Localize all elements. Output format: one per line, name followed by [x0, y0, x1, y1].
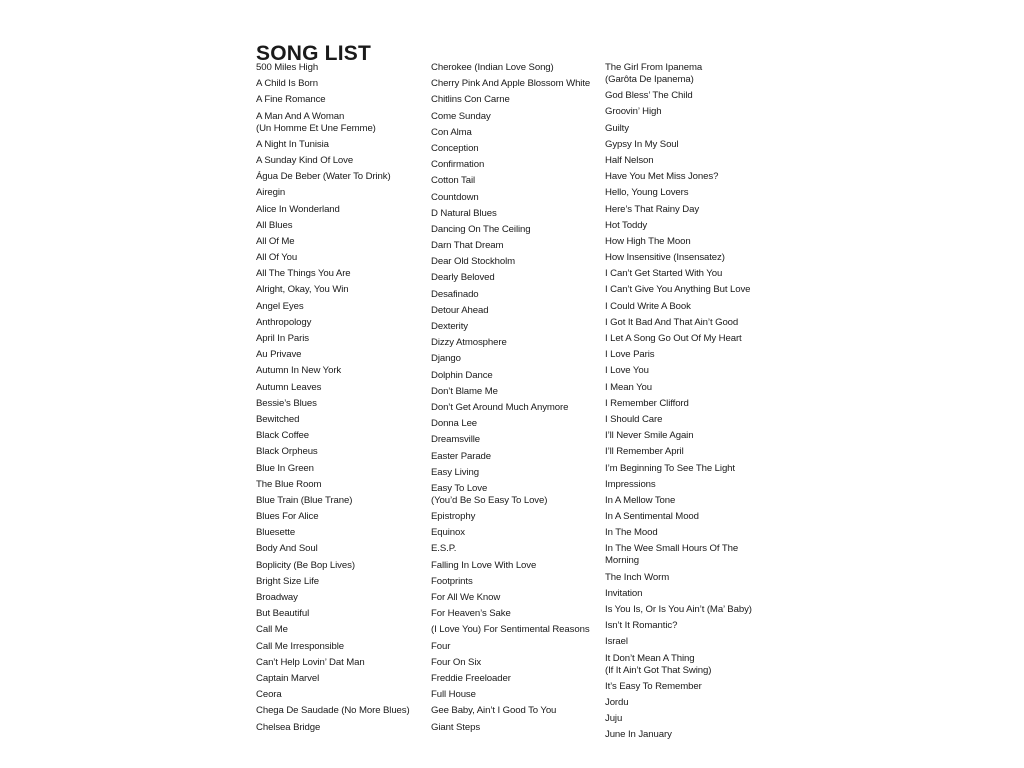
- song-list-item: [256, 543, 426, 559]
- song-list-item: [605, 446, 775, 462]
- song-title: Darn That Dream: [431, 240, 504, 252]
- song-title: In The Wee Small Hours Of The: [605, 543, 739, 555]
- song-list-item: [431, 560, 601, 576]
- song-title: Hello, Young Lovers: [605, 187, 689, 199]
- song-list-item: [431, 418, 601, 434]
- song-list-item: [256, 560, 426, 576]
- song-list-item: [605, 636, 775, 652]
- song-list-item: [431, 240, 601, 256]
- song-list-item: [431, 62, 601, 78]
- song-title: The Blue Room: [256, 478, 322, 490]
- song-list-item: [605, 620, 775, 636]
- song-title: Bewitched: [256, 413, 300, 425]
- song-list-item: [605, 430, 775, 446]
- song-title: June In January: [605, 729, 672, 741]
- song-list-item: [605, 123, 775, 139]
- song-list-item: [605, 729, 775, 745]
- song-title: In A Mellow Tone: [605, 494, 676, 506]
- song-title: Israel: [605, 636, 628, 648]
- song-title: Giant Steps: [431, 721, 481, 733]
- song-list-item: [605, 187, 775, 203]
- song-list-item: [256, 171, 426, 187]
- song-title: All Of You: [256, 252, 298, 264]
- song-title: Bright Size Life: [256, 575, 319, 587]
- song-title: Full House: [431, 689, 476, 701]
- song-title: I Could Write A Book: [605, 300, 691, 312]
- song-list-item: [256, 365, 426, 381]
- song-title: How High The Moon: [605, 235, 691, 247]
- song-title: Chitlins Con Carne: [431, 94, 510, 106]
- song-title: A Night In Tunisia: [256, 138, 329, 150]
- song-list-item: [431, 192, 601, 208]
- song-title: Blue Train (Blue Trane): [256, 494, 353, 506]
- song-title: Is You Is, Or Is You Ain’t (Ma’ Baby): [605, 604, 752, 615]
- song-list-item: [605, 479, 775, 495]
- song-list-item: [605, 204, 775, 220]
- song-title: Airegin: [256, 187, 286, 199]
- song-title: Água De Beber (Water To Drink): [256, 171, 391, 183]
- song-title: Dexterity: [431, 321, 468, 332]
- song-list-item: [431, 592, 601, 608]
- song-title: Ceora: [256, 689, 282, 701]
- song-title: Impressions: [605, 478, 656, 490]
- song-title: Epistrophy: [431, 511, 476, 523]
- song-title: Dearly Beloved: [431, 272, 495, 284]
- song-title: A Man And A Woman: [256, 110, 345, 122]
- song-title: Four: [431, 640, 451, 652]
- song-title: Desafinado: [431, 288, 479, 300]
- song-title: Equinox: [431, 527, 465, 539]
- song-list-item: [605, 382, 775, 398]
- song-title: Alice In Wonderland: [256, 203, 340, 215]
- song-list-item: [256, 511, 426, 527]
- song-list-item: [256, 657, 426, 673]
- song-title: A Child Is Born: [256, 78, 318, 90]
- song-list-item: [431, 175, 601, 191]
- song-title: Bluesette: [256, 527, 296, 539]
- song-title: I’m Beginning To See The Light: [605, 462, 735, 474]
- song-title: It Don’t Mean A Thing: [605, 652, 695, 664]
- song-list-item: [605, 220, 775, 236]
- song-list-item: [256, 204, 426, 220]
- song-list-item: [256, 463, 426, 479]
- song-list-item: [431, 641, 601, 657]
- song-title: It’s Easy To Remember: [605, 680, 702, 692]
- song-list-item: [431, 673, 601, 689]
- song-list-item: [431, 434, 601, 450]
- song-list-item: [256, 94, 426, 110]
- song-title: All Of Me: [256, 235, 295, 247]
- song-title: Guilty: [605, 122, 629, 134]
- song-title: Cherry Pink And Apple Blossom White: [431, 78, 591, 90]
- song-list-item: [256, 479, 426, 495]
- song-title: A Fine Romance: [256, 94, 326, 106]
- song-title: In A Sentimental Mood: [605, 511, 699, 523]
- song-list-item: [431, 386, 601, 402]
- song-title: Falling In Love With Love: [431, 559, 537, 571]
- song-list-item: [605, 333, 775, 349]
- song-list-item: [605, 588, 775, 604]
- song-list-item: [256, 495, 426, 511]
- song-list-item: [431, 511, 601, 527]
- song-list-item: [431, 576, 601, 592]
- song-title: Four On Six: [431, 656, 482, 668]
- song-title: Anthropology: [256, 316, 312, 328]
- song-title: Juju: [605, 713, 623, 725]
- song-title: Bessie’s Blues: [256, 397, 317, 409]
- song-title: Captain Marvel: [256, 672, 320, 684]
- song-title: Footprints: [431, 575, 473, 587]
- song-list-item: [431, 256, 601, 272]
- song-list-item: [605, 495, 775, 511]
- song-title: Black Coffee: [256, 430, 310, 442]
- song-list-item: [605, 604, 775, 620]
- song-title: Call Me Irresponsible: [256, 640, 345, 652]
- song-title: Gypsy In My Soul: [605, 138, 679, 150]
- song-title: I Love Paris: [605, 349, 655, 361]
- song-column-3: [605, 62, 775, 746]
- song-list-item: [431, 705, 601, 721]
- song-list-item: [605, 511, 775, 527]
- song-title: (I Love You) For Sentimental Reasons: [431, 624, 590, 636]
- song-title: I Got It Bad And That Ain’t Good: [605, 316, 739, 328]
- song-list-item: [431, 224, 601, 240]
- song-title-subtitle: (Un Homme Et Une Femme): [256, 122, 376, 134]
- song-title: Isn’t It Romantic?: [605, 620, 678, 632]
- song-title: Confirmation: [431, 159, 485, 171]
- song-list-item: [256, 398, 426, 414]
- song-list-item: [256, 111, 426, 139]
- song-title: A Sunday Kind Of Love: [256, 154, 354, 166]
- song-list-item: [431, 272, 601, 288]
- song-list-item: [256, 446, 426, 462]
- song-list-item: [256, 301, 426, 317]
- song-list-item: [431, 624, 601, 640]
- song-title: Countdown: [431, 191, 479, 203]
- song-title: For All We Know: [431, 592, 501, 603]
- song-title: Black Orpheus: [256, 446, 318, 458]
- song-title: E.S.P.: [431, 543, 457, 555]
- song-title: Dizzy Atmosphere: [431, 337, 507, 349]
- song-list-item: [431, 353, 601, 369]
- song-list-item: [256, 220, 426, 236]
- song-list-item: [256, 62, 426, 78]
- page-title: SONG LIST: [256, 42, 371, 66]
- song-list-item: [605, 527, 775, 543]
- song-list-item: [431, 689, 601, 705]
- song-title: Cherokee (Indian Love Song): [431, 62, 554, 73]
- song-title: Gee Baby, Ain’t I Good To You: [431, 705, 557, 717]
- song-title: Easter Parade: [431, 450, 492, 462]
- song-list-item: [431, 657, 601, 673]
- song-list-item: [605, 697, 775, 713]
- song-list-item: [605, 301, 775, 317]
- song-title: Body And Soul: [256, 543, 318, 555]
- song-list-item: [256, 673, 426, 689]
- song-title: Half Nelson: [605, 154, 654, 166]
- song-title: I’ll Never Smile Again: [605, 430, 694, 442]
- song-title: Dreamsville: [431, 434, 481, 446]
- song-title: God Bless’ The Child: [605, 90, 693, 102]
- song-title-subtitle: (If It Ain’t Got That Swing): [605, 664, 712, 676]
- song-list-item: [256, 284, 426, 300]
- song-list-item: [431, 370, 601, 386]
- song-title-subtitle: (Garôta De Ipanema): [605, 74, 694, 85]
- song-title: Chega De Saudade (No More Blues): [256, 705, 410, 717]
- song-column-2: [431, 62, 601, 738]
- song-list-item: [256, 139, 426, 155]
- song-list-item: [256, 78, 426, 94]
- song-list-item: [256, 252, 426, 268]
- song-list-item: [256, 608, 426, 624]
- song-title: Cotton Tail: [431, 175, 476, 187]
- song-list-item: [256, 592, 426, 608]
- song-title: Groovin’ High: [605, 106, 662, 118]
- song-list-item: [605, 236, 775, 252]
- song-title: Conception: [431, 142, 479, 154]
- song-title: Autumn In New York: [256, 365, 342, 377]
- song-title: Don’t Get Around Much Anymore: [431, 401, 569, 413]
- song-title: How Insensitive (Insensatez): [605, 252, 725, 264]
- song-title: Alright, Okay, You Win: [256, 284, 349, 296]
- song-title: I Let A Song Go Out Of My Heart: [605, 333, 742, 344]
- song-list-item: [431, 143, 601, 159]
- song-list-item: [605, 252, 775, 268]
- song-list-item: [431, 305, 601, 321]
- song-list-item: [431, 111, 601, 127]
- song-list-item: [431, 722, 601, 738]
- song-list-item: [431, 78, 601, 94]
- song-list-item: [256, 430, 426, 446]
- song-title: Easy Living: [431, 466, 479, 478]
- song-list-item: [256, 236, 426, 252]
- song-title: Angel Eyes: [256, 300, 304, 312]
- song-list-item: [605, 543, 775, 571]
- song-list-item: [605, 572, 775, 588]
- song-title: Easy To Love: [431, 482, 488, 494]
- song-list-item: [605, 681, 775, 697]
- song-list-item: [605, 365, 775, 381]
- song-list-item: [605, 398, 775, 414]
- song-list-item: [256, 576, 426, 592]
- song-list-item: [605, 155, 775, 171]
- song-title: April In Paris: [256, 333, 309, 344]
- song-title: I Can’t Get Started With You: [605, 268, 723, 280]
- song-list-item: [256, 705, 426, 721]
- song-list-item: [256, 689, 426, 705]
- song-list-item: [431, 543, 601, 559]
- song-title: Hot Toddy: [605, 219, 648, 231]
- song-title: Chelsea Bridge: [256, 721, 321, 733]
- song-title: The Inch Worm: [605, 571, 670, 583]
- song-list-item: [256, 382, 426, 398]
- song-list-item: [256, 414, 426, 430]
- song-list-item: [256, 155, 426, 171]
- song-title: Dear Old Stockholm: [431, 256, 516, 268]
- song-title: Django: [431, 353, 461, 365]
- song-title: In The Mood: [605, 527, 658, 539]
- song-list-item: [431, 483, 601, 511]
- song-title-subtitle: (You’d Be So Easy To Love): [431, 494, 548, 506]
- song-list-item: [605, 139, 775, 155]
- song-list-item: [431, 289, 601, 305]
- song-title: Au Privave: [256, 349, 302, 361]
- song-title: I’ll Remember April: [605, 446, 684, 458]
- song-list-item: [256, 624, 426, 640]
- song-title: Autumn Leaves: [256, 381, 322, 393]
- song-list-item: [431, 127, 601, 143]
- song-list-item: [431, 159, 601, 175]
- song-list-item: [605, 653, 775, 681]
- song-list-item: [431, 527, 601, 543]
- song-title: Call Me: [256, 624, 288, 636]
- song-title: All Blues: [256, 219, 293, 231]
- song-list-item: [431, 402, 601, 418]
- song-column-1: [256, 62, 426, 738]
- song-title: For Heaven’s Sake: [431, 608, 511, 620]
- song-list-item: [605, 90, 775, 106]
- song-list-item: [256, 333, 426, 349]
- song-list-item: [256, 527, 426, 543]
- song-list-item: [605, 62, 775, 90]
- song-title: 500 Miles High: [256, 62, 319, 73]
- song-list-item: [605, 317, 775, 333]
- song-title: Come Sunday: [431, 110, 491, 122]
- song-list-item: [256, 641, 426, 657]
- song-list-item: [256, 349, 426, 365]
- song-list-item: [605, 414, 775, 430]
- song-title: Can’t Help Lovin’ Dat Man: [256, 656, 365, 668]
- song-list-item: [431, 608, 601, 624]
- song-title: I Mean You: [605, 381, 653, 393]
- song-title: Donna Lee: [431, 418, 478, 430]
- song-list-item: [605, 106, 775, 122]
- song-title: Detour Ahead: [431, 304, 489, 316]
- song-list-item: [605, 463, 775, 479]
- song-list-item: [431, 467, 601, 483]
- song-title: Freddie Freeloader: [431, 672, 511, 684]
- song-title: Don’t Blame Me: [431, 385, 498, 397]
- song-title: The Girl From Ipanema: [605, 62, 703, 73]
- song-title: Here’s That Rainy Day: [605, 203, 700, 215]
- song-title: But Beautiful: [256, 608, 310, 620]
- song-list-item: [431, 208, 601, 224]
- song-title: Blue In Green: [256, 462, 314, 474]
- song-list-item: [256, 722, 426, 738]
- song-title: Have You Met Miss Jones?: [605, 171, 719, 183]
- song-list-item: [605, 268, 775, 284]
- song-title: Invitation: [605, 587, 643, 599]
- song-list-item: [605, 713, 775, 729]
- song-title: Dolphin Dance: [431, 369, 493, 381]
- song-title: Boplicity (Be Bop Lives): [256, 559, 355, 571]
- song-list-item: [431, 337, 601, 353]
- song-list-item: [256, 317, 426, 333]
- song-list-item: [256, 268, 426, 284]
- song-list-item: [605, 284, 775, 300]
- song-title: All The Things You Are: [256, 268, 351, 280]
- song-title: I Remember Clifford: [605, 397, 689, 409]
- song-title: Jordu: [605, 696, 629, 708]
- song-list-item: [605, 171, 775, 187]
- song-title: I Can’t Give You Anything But Love: [605, 284, 751, 296]
- song-list-item: [605, 349, 775, 365]
- song-title: I Should Care: [605, 413, 663, 425]
- song-list-item: [431, 321, 601, 337]
- song-list-item: [431, 451, 601, 467]
- song-title: Blues For Alice: [256, 511, 319, 523]
- song-title-subtitle: Morning: [605, 555, 639, 567]
- song-list-item: [256, 187, 426, 203]
- song-list-item: [431, 94, 601, 110]
- song-title: I Love You: [605, 365, 649, 377]
- song-title: Broadway: [256, 592, 298, 603]
- song-title: Con Alma: [431, 126, 472, 138]
- song-title: D Natural Blues: [431, 207, 497, 219]
- song-title: Dancing On The Ceiling: [431, 223, 531, 235]
